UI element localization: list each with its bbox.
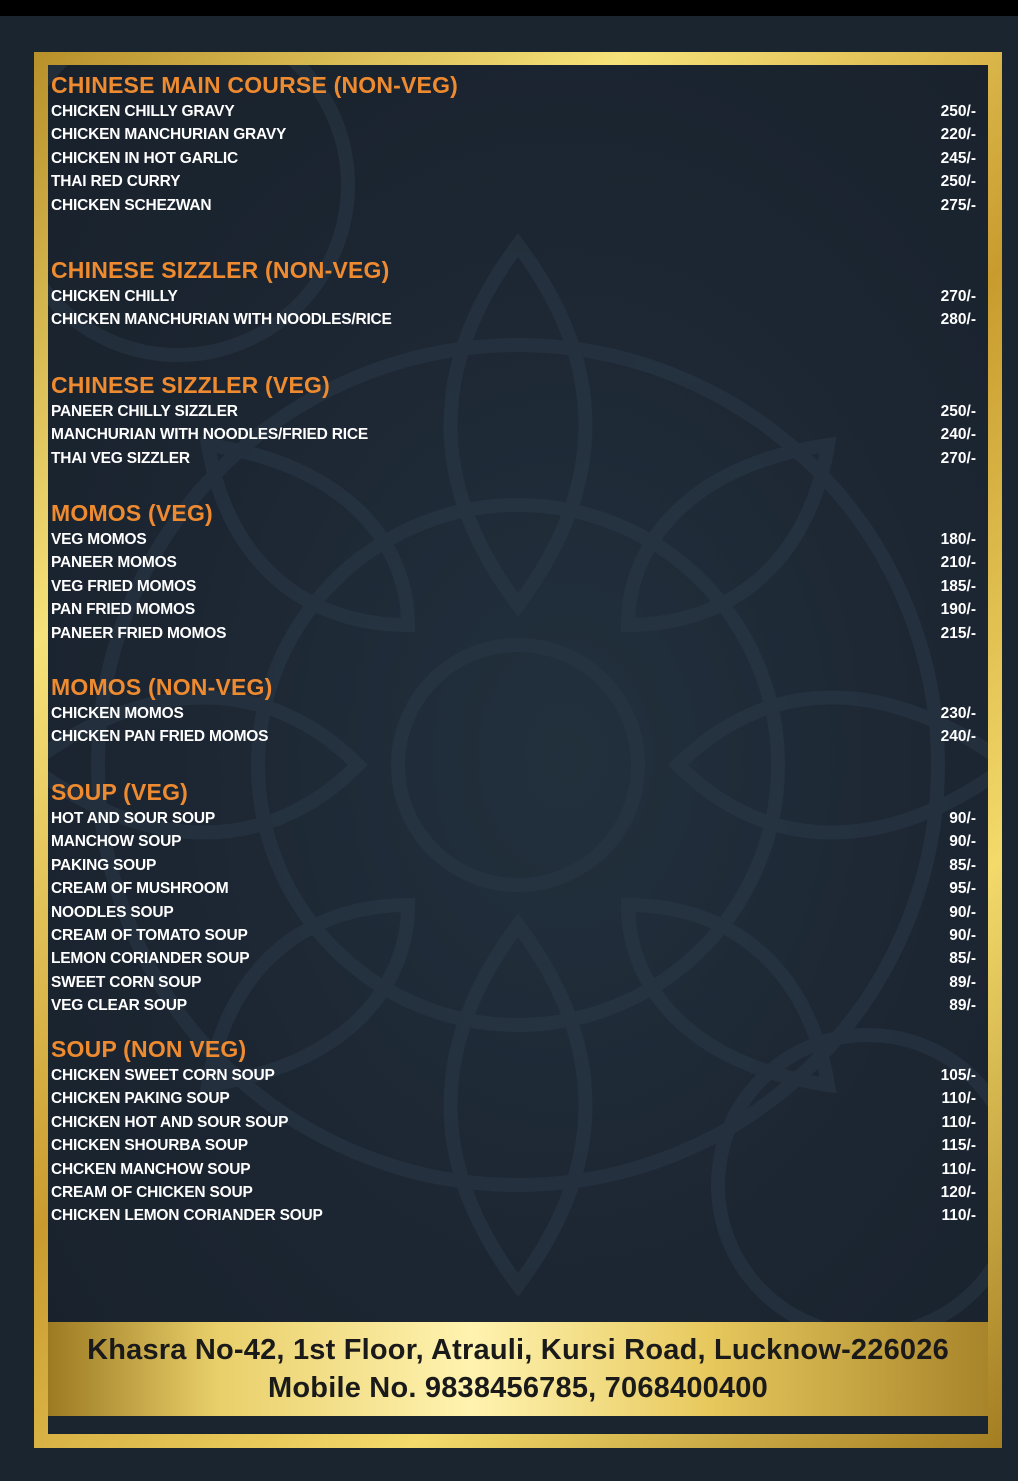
item-name: VEG FRIED MOMOS: [51, 577, 197, 595]
item-name: CHICKEN SHOURBA SOUP: [51, 1137, 248, 1155]
item-name: CREAM OF CHICKEN SOUP: [51, 1183, 253, 1201]
menu-item: [51, 1134, 976, 1157]
item-name: CHICKEN MOMOS: [51, 705, 184, 722]
menu-item: [51, 423, 976, 446]
section-title: SOUP (NON VEG): [51, 1036, 247, 1062]
menu-item: [51, 123, 976, 146]
item-price: 120/-: [940, 1183, 976, 1201]
menu-item: [51, 170, 976, 193]
item-name: THAI RED CURRY: [51, 173, 181, 191]
item-name: PANEER MOMOS: [51, 554, 177, 572]
menu-item: [51, 924, 976, 947]
item-name: CREAM OF MUSHROOM: [51, 880, 229, 898]
item-price: 240/-: [940, 728, 976, 746]
item-name: CHCKEN MANCHOW SOUP: [51, 1160, 251, 1178]
section-title: MOMOS (NON-VEG): [51, 674, 273, 700]
section-title: CHINESE SIZZLER (NON-VEG): [51, 257, 390, 283]
item-price: 250/-: [940, 403, 976, 420]
item-price: 90/-: [949, 810, 976, 827]
item-name: CHICKEN PAN FRIED MOMOS: [51, 728, 269, 746]
menu-item: [51, 528, 976, 551]
item-name: HOT AND SOUR SOUP: [51, 810, 215, 827]
menu-item: [51, 622, 976, 645]
item-name: LEMON CORIANDER SOUP: [51, 950, 250, 968]
menu-item: [51, 100, 976, 123]
item-price: 110/-: [941, 1160, 976, 1178]
item-price: 230/-: [940, 705, 976, 722]
section-title: CHINESE SIZZLER (VEG): [51, 372, 330, 398]
item-name: THAI VEG SIZZLER: [51, 449, 190, 467]
item-price: 215/-: [940, 624, 976, 642]
item-price: 85/-: [949, 856, 976, 874]
menu-item: [51, 854, 976, 877]
item-price: 90/-: [949, 903, 976, 921]
menu-item: [51, 702, 976, 725]
item-price: 85/-: [949, 950, 976, 968]
menu-item: [51, 598, 976, 621]
footer-plate: [48, 1322, 988, 1416]
item-price: 90/-: [949, 926, 976, 944]
section-title: SOUP (VEG): [51, 779, 189, 805]
item-name: NOODLES SOUP: [51, 903, 174, 921]
item-price: 185/-: [940, 577, 976, 595]
item-price: 110/-: [941, 1090, 976, 1108]
item-name: PAKING SOUP: [51, 856, 157, 874]
menu-item: [51, 575, 976, 598]
item-price: 89/-: [949, 973, 976, 991]
item-name: CHICKEN MANCHURIAN WITH NOODLES/RICE: [51, 311, 392, 329]
item-name: SWEET CORN SOUP: [51, 973, 202, 991]
item-name: PANEER CHILLY SIZZLER: [51, 403, 238, 420]
menu-item: [51, 725, 976, 748]
item-price: 180/-: [940, 531, 976, 548]
menu-item: [51, 147, 976, 170]
item-price: 190/-: [940, 601, 976, 619]
item-name: CHICKEN CHILLY: [51, 288, 178, 305]
item-name: CHICKEN HOT AND SOUR SOUP: [51, 1113, 289, 1131]
item-price: 220/-: [940, 126, 976, 144]
item-name: MANCHOW SOUP: [51, 833, 182, 851]
item-price: 270/-: [940, 449, 976, 467]
menu-item: [51, 1087, 976, 1110]
item-name: MANCHURIAN WITH NOODLES/FRIED RICE: [51, 426, 368, 444]
item-name: CHICKEN IN HOT GARLIC: [51, 149, 238, 167]
menu-section: [51, 1034, 976, 1228]
menu-item: [51, 971, 976, 994]
item-price: 95/-: [949, 880, 976, 898]
section-title: MOMOS (VEG): [51, 500, 213, 526]
address-line: Khasra No-42, 1st Floor, Atrauli, Kursi Road, Lucknow-226026: [87, 1334, 949, 1366]
item-price: 115/-: [941, 1137, 976, 1155]
item-name: CHICKEN PAKING SOUP: [51, 1090, 230, 1108]
menu-item: [51, 447, 976, 470]
menu-item: [51, 308, 976, 331]
menu-item: [51, 551, 976, 574]
bottom-dark-strip: [48, 1416, 988, 1434]
menu-section: [51, 498, 976, 645]
menu-section: [51, 370, 976, 470]
item-price: 105/-: [940, 1067, 976, 1084]
menu-section: [51, 255, 976, 332]
item-price: 110/-: [941, 1207, 976, 1225]
menu-item: [51, 830, 976, 853]
menu-item: [51, 400, 976, 423]
menu-item: [51, 901, 976, 924]
item-price: 245/-: [940, 149, 976, 167]
item-price: 280/-: [940, 311, 976, 329]
item-name: VEG CLEAR SOUP: [51, 997, 187, 1015]
menu-item: [51, 947, 976, 970]
menu-item: [51, 1111, 976, 1134]
menu-item: [51, 1158, 976, 1181]
item-name: CHICKEN CHILLY GRAVY: [51, 103, 235, 120]
menu-item: [51, 994, 976, 1017]
item-name: CHICKEN SCHEZWAN: [51, 196, 212, 214]
menu-item: [51, 877, 976, 900]
menu-panel: [48, 65, 988, 1322]
item-name: PAN FRIED MOMOS: [51, 601, 195, 619]
menu-item: [51, 194, 976, 217]
item-price: 110/-: [941, 1113, 976, 1131]
section-title: CHINESE MAIN COURSE (NON-VEG): [51, 72, 459, 98]
item-price: 250/-: [940, 103, 976, 120]
item-name: CHICKEN MANCHURIAN GRAVY: [51, 126, 287, 144]
menu-item: [51, 807, 976, 830]
menu-section: [51, 672, 976, 749]
item-price: 250/-: [940, 173, 976, 191]
item-price: 275/-: [940, 196, 976, 214]
top-black-bar: [0, 0, 1018, 16]
item-price: 270/-: [940, 288, 976, 305]
item-price: 210/-: [940, 554, 976, 572]
item-name: CHICKEN LEMON CORIANDER SOUP: [51, 1207, 323, 1225]
item-price: 240/-: [940, 426, 976, 444]
menu-item: [51, 285, 976, 308]
menu-section: [51, 70, 976, 217]
menu-item: [51, 1204, 976, 1227]
menu-item: [51, 1064, 976, 1087]
item-price: 89/-: [949, 997, 976, 1015]
mobile-line: Mobile No. 9838456785, 7068400400: [268, 1372, 768, 1404]
item-name: PANEER FRIED MOMOS: [51, 624, 227, 642]
menu-item: [51, 1181, 976, 1204]
item-price: 90/-: [949, 833, 976, 851]
item-name: CHICKEN SWEET CORN SOUP: [51, 1067, 275, 1084]
item-name: VEG MOMOS: [51, 531, 147, 548]
menu-section: [51, 777, 976, 1018]
item-name: CREAM OF TOMATO SOUP: [51, 926, 248, 944]
